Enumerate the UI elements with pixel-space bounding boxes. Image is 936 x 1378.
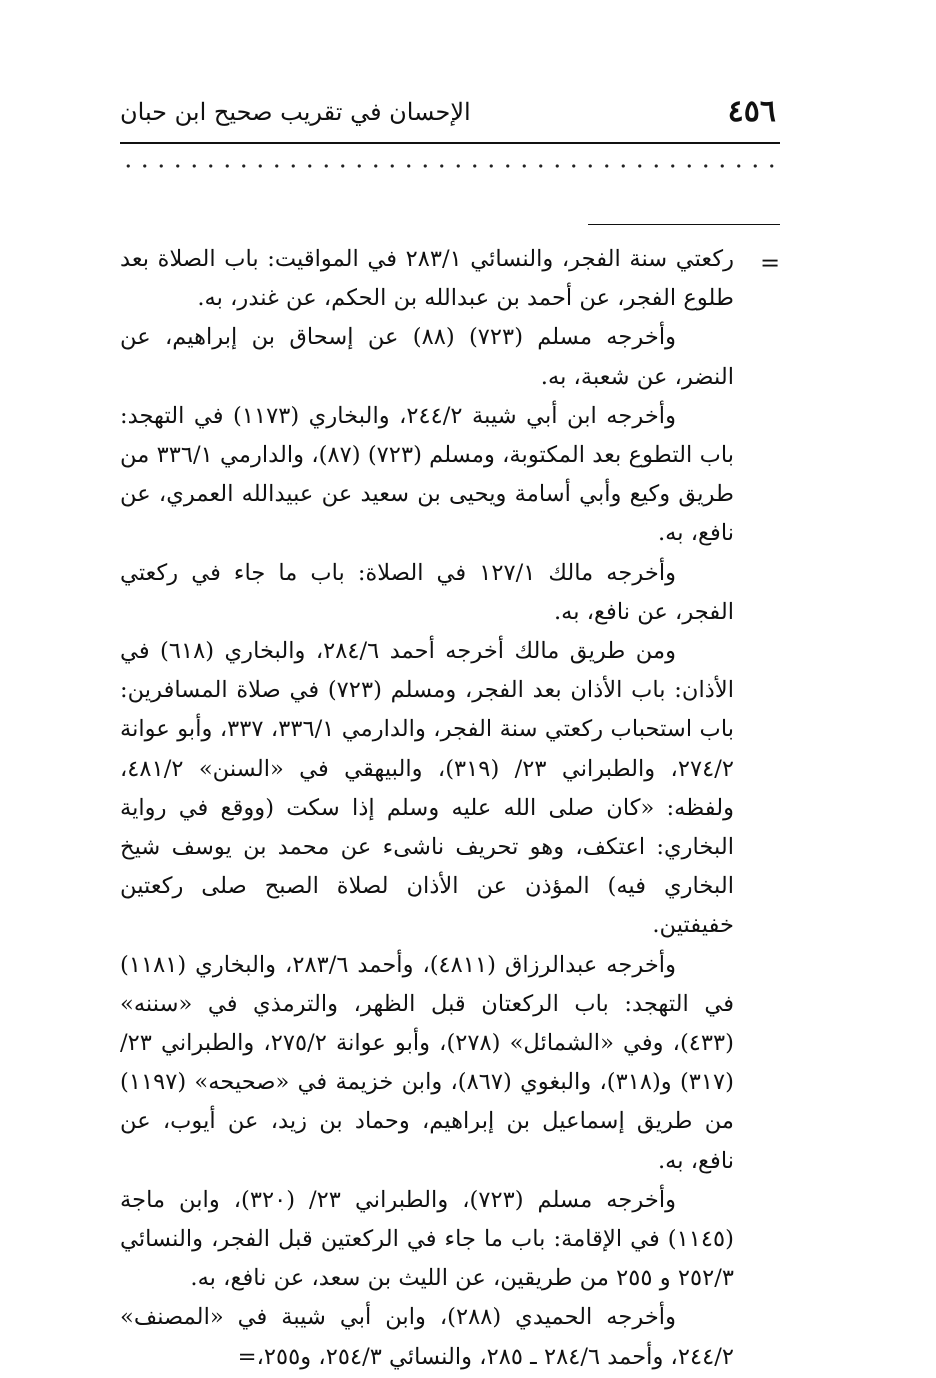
footnote-text (120, 240, 734, 1377)
footnote-paragraph-text: وأخرجه الحميدي (٢٨٨)، وابن أبي شيبة في «المصنف» ٢٤٤/٢، وأحمد ٢٨٤/٦ ـ ٢٨٥، والنسائي ٢٥٤/٣، و٢٥٥، (120, 1304, 734, 1370)
footnote-paragraph: وأخرجه مسلم (٧٢٣)، والطبراني ٢٣/ (٣٢٠)، وابن ماجة (١١٤٥) في الإقامة: باب ما جاء في الركعتين قبل الفجر، والنسائي ٢٥٢/٣ و ٢٥٥ من طريقين، عن الليث بن سعد، عن نافع، به. (120, 1186, 734, 1292)
footnote-paragraph: ركعتي سنة الفجر، والنسائي ٢٨٣/١ في المواقيت: باب الصلاة بعد طلوع الفجر، عن أحمد بن عبدالله بن الحكم، عن غندر، به. (120, 246, 734, 312)
header-rule (120, 142, 780, 144)
footnote-separator-rule (588, 224, 780, 225)
footnote-paragraph: وأخرجه ابن أبي شيبة ٢٤٤/٢، والبخاري (١١٧٣) في التهجد: باب التطوع بعد المكتوبة، ومسلم (٧٢٣) (٨٧)، والدارمي ٣٣٦/١ من طريق وكيع وأبي أسامة ويحيى بن سعيد عن عبيدالله العمري، عن نافع، به. (120, 402, 735, 547)
continuation-mark-start: = (760, 249, 781, 277)
footnote-paragraph: وأخرجه مالك ١٢٧/١ في الصلاة: باب ما جاء في ركعتي الفجر، عن نافع، به. (120, 559, 734, 625)
footnote-paragraph-last (120, 1298, 734, 1376)
continuation-mark-end: = (237, 1343, 257, 1370)
footnote-paragraph: وأخرجه عبدالرزاق (٤٨١١)، وأحمد ٢٨٣/٦، والبخاري (١١٨١) في التهجد: باب الركعتان قبل الظهر، والترمذي في «سننه» (٤٣٣)، وفي «الشمائل» (٢٧٨)، وأبو عوانة ٢٧٥/٢، والطبراني ٢٣/ (٣١٧) و(٣١٨)، والبغوي (٨٦٧)، وابن خزيمة في «صحيحه» (١١٩٧) من طريق إسماعيل بن إبراهيم، وحماد بن زيد، عن أيوب، عن نافع، به. (120, 951, 734, 1174)
page-number: ٤٥٦ (727, 94, 776, 129)
page-header (120, 92, 776, 132)
dotted-divider (120, 158, 780, 174)
footnote-paragraph: ومن طريق مالك أخرجه أحمد ٢٨٤/٦، والبخاري (٦١٨) في الأذان: باب الأذان بعد الفجر، ومسلم (٧٢٣) في صلاة المسافرين: باب استحباب ركعتي سنة الفجر، والدارمي ٣٣٦/١، ٣٣٧، وأبو عوانة ٢٧٤/٢، والطبراني ٢٣/ (٣١٩)، والبيهقي في «السنن» ٤٨١/٢، ولفظه: «كان صلى الله عليه وسلم إذا سكت (ووقع في رواية البخاري: اعتكف، وهو تحريف ناشىء عن محمد بن يوسف شيخ البخاري فيه) المؤذن عن الأذان لصلاة الصبح صلى ركعتين خفيفتين. (120, 638, 734, 939)
footnote-paragraph: وأخرجه مسلم (٧٢٣) (٨٨) عن إسحاق بن إبراهيم، عن النضر، عن شعبة، به. (120, 324, 734, 390)
running-title: الإحسان في تقريب صحيح ابن حبان (120, 98, 471, 126)
